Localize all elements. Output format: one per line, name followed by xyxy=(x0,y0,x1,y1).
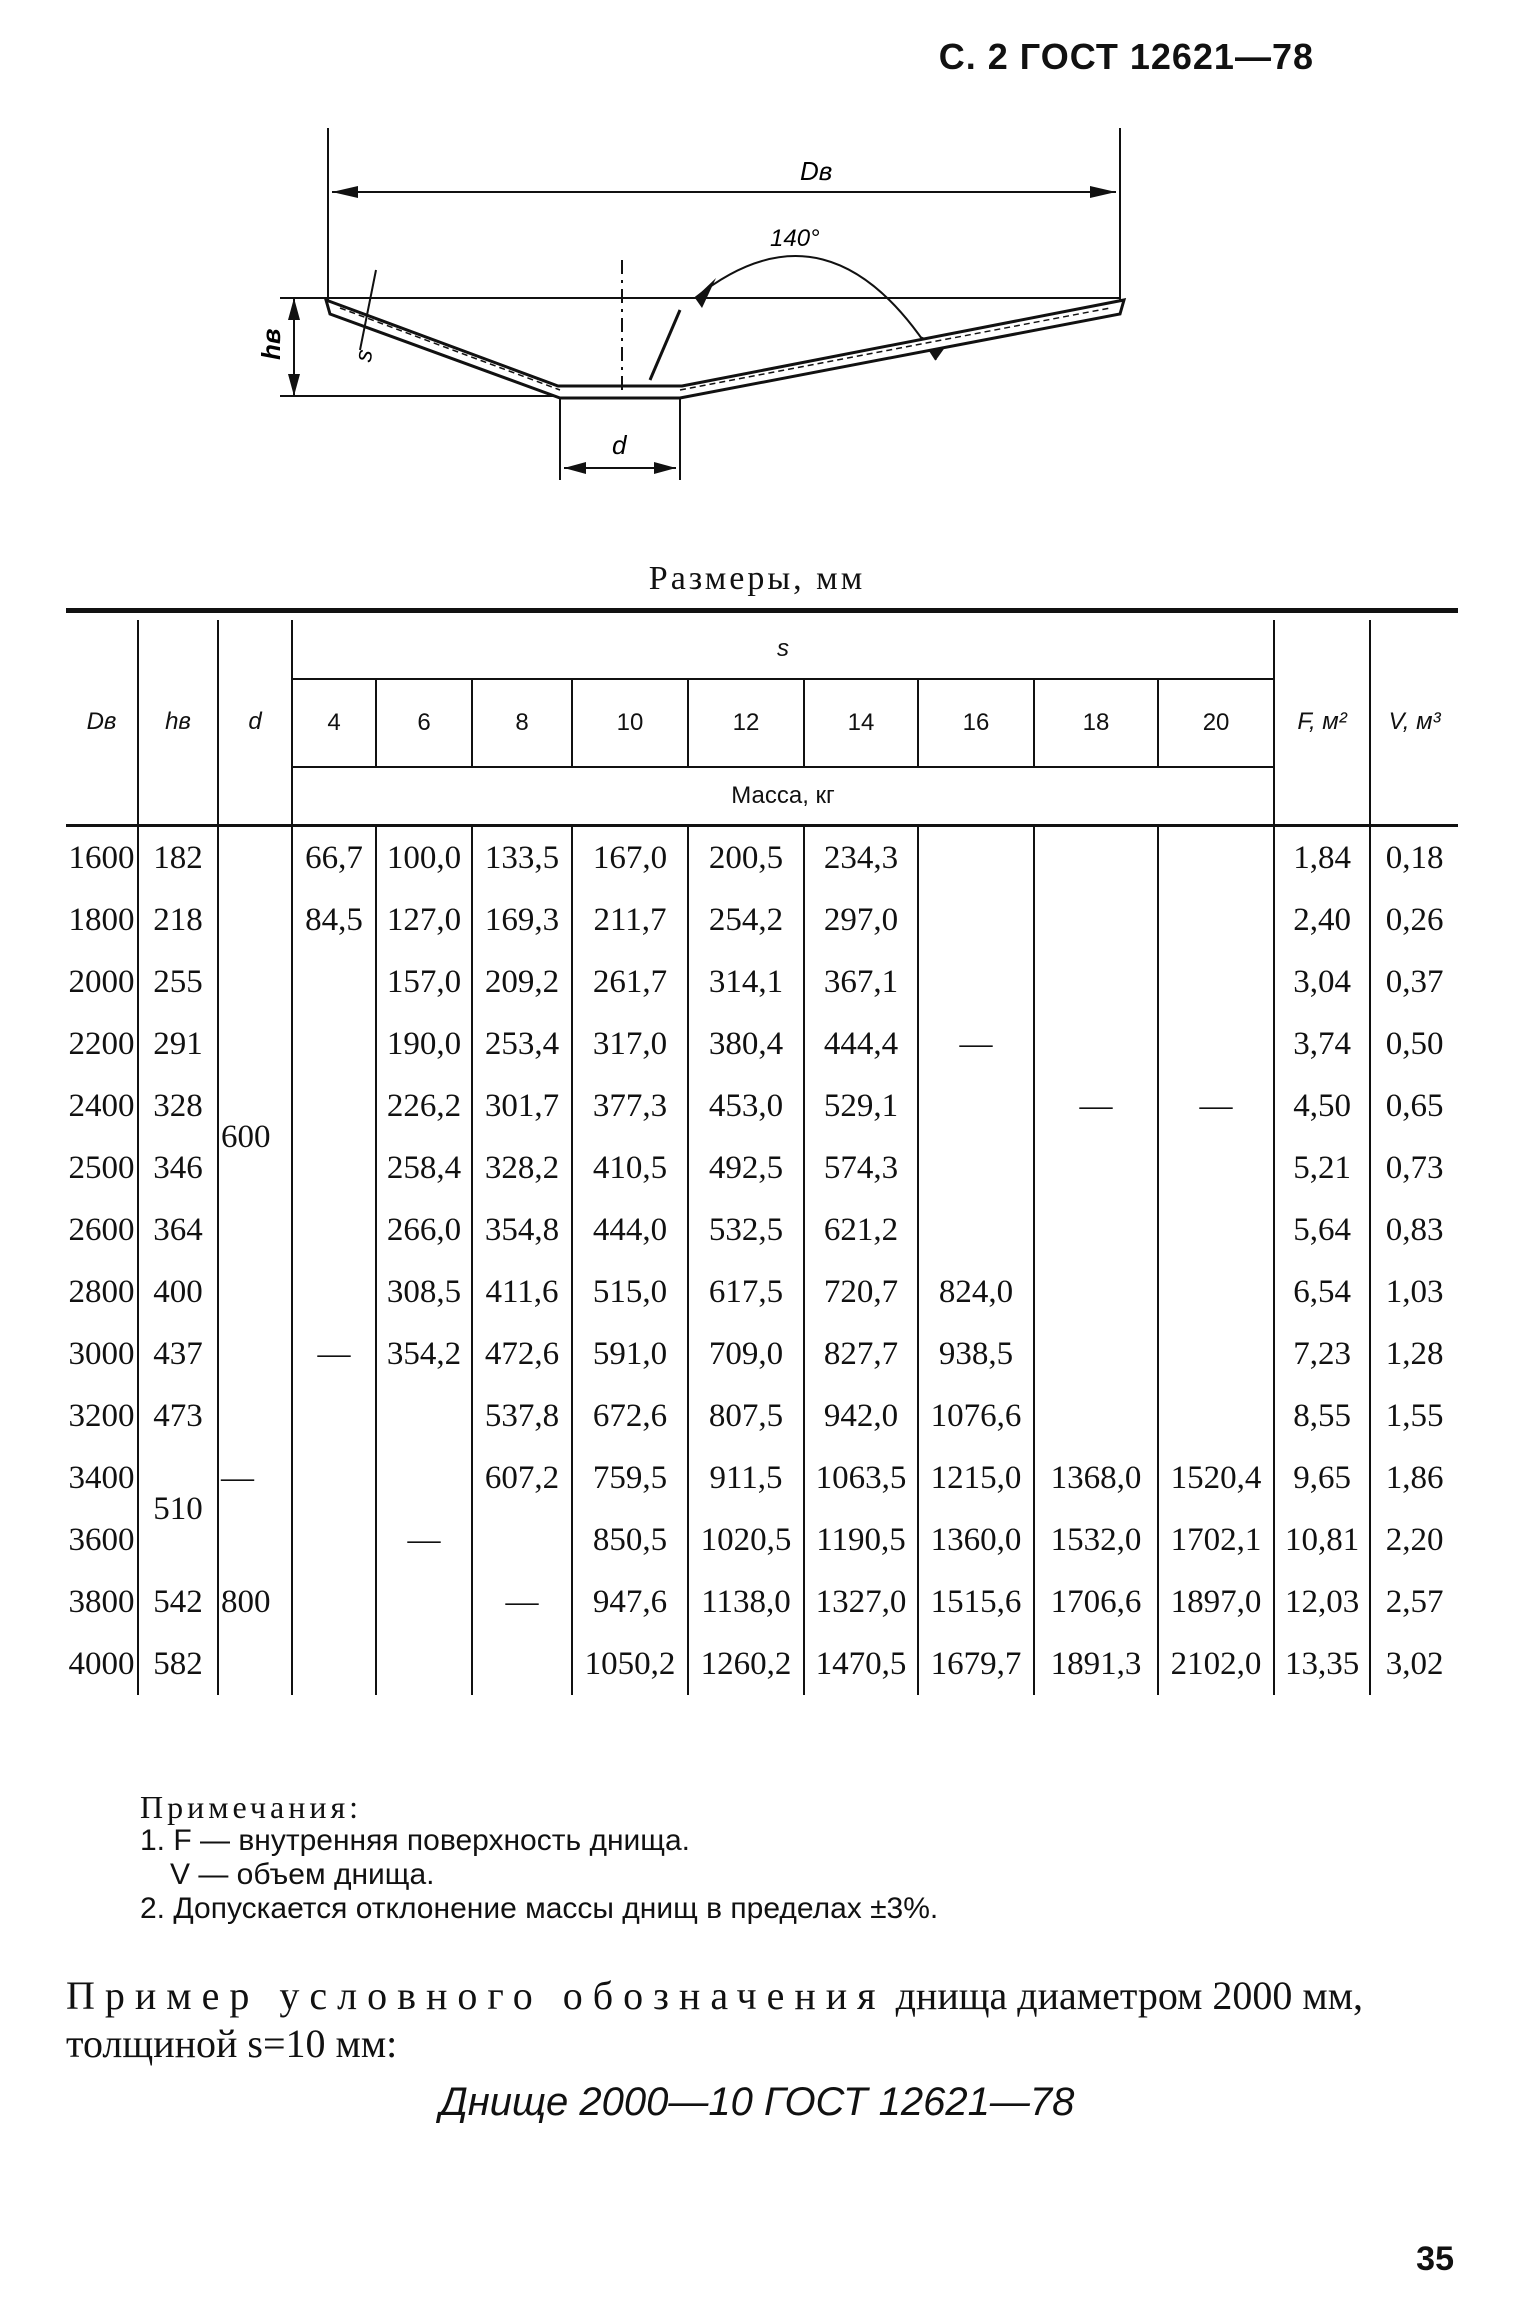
cell-mass: 1063,5 xyxy=(804,1447,918,1509)
dimensions-table xyxy=(66,620,1458,1695)
cell-mass: — xyxy=(472,1571,572,1633)
label-angle: 140° xyxy=(770,225,820,252)
cell-mass xyxy=(1158,889,1274,951)
cell-mass: 1520,4 xyxy=(1158,1447,1274,1509)
cell-mass xyxy=(292,1385,376,1447)
cell-mass: 354,2 xyxy=(376,1323,472,1385)
cell-mass xyxy=(1034,1199,1158,1261)
cell-mass: 1679,7 xyxy=(918,1633,1034,1695)
cell-mass: 759,5 xyxy=(572,1447,688,1509)
cell-mass: 209,2 xyxy=(472,951,572,1013)
cell-mass: 1470,5 xyxy=(804,1633,918,1695)
cell-mass: 938,5 xyxy=(918,1323,1034,1385)
cell-f: 10,81 xyxy=(1274,1509,1370,1571)
cell-h: 582 xyxy=(138,1633,218,1695)
cell-mass xyxy=(1158,1323,1274,1385)
cell-mass xyxy=(1034,826,1158,890)
col-header-h: hв xyxy=(138,620,218,826)
page-header: С. 2 ГОСТ 12621—78 xyxy=(938,36,1314,77)
cell-mass: 574,3 xyxy=(804,1137,918,1199)
cell-mass: 444,0 xyxy=(572,1199,688,1261)
label-d-outer: Dв xyxy=(800,156,833,186)
cell-mass: 453,0 xyxy=(688,1075,804,1137)
cell-mass xyxy=(918,1199,1034,1261)
cell-f: 5,21 xyxy=(1274,1137,1370,1199)
cell-v: 0,83 xyxy=(1385,1211,1444,1248)
cell-mass: 1138,0 xyxy=(688,1571,804,1633)
cell-mass: 942,0 xyxy=(804,1385,918,1447)
cell-h: 328 xyxy=(138,1075,218,1137)
cell-mass: 1215,0 xyxy=(918,1447,1034,1509)
cell-mass xyxy=(292,1447,376,1509)
cell-d-outer: 2800 xyxy=(66,1261,138,1323)
cell-h: 364 xyxy=(138,1199,218,1261)
cell-mass xyxy=(1034,1385,1158,1447)
label-h: hв xyxy=(256,328,286,360)
cell-h: 255 xyxy=(138,951,218,1013)
cell-d-outer: 1600 xyxy=(66,826,138,890)
cell-mass xyxy=(292,1261,376,1323)
cell-d-inner: 600 xyxy=(218,826,292,1448)
cell-mass: 827,7 xyxy=(804,1323,918,1385)
cell-mass: 314,1 xyxy=(688,951,804,1013)
example-designation: Днище 2000—10 ГОСТ 12621—78 xyxy=(439,2080,1075,2124)
table-row xyxy=(66,1447,1458,1509)
notes-block xyxy=(140,1790,938,1926)
cell-mass: 607,2 xyxy=(472,1447,572,1509)
col-header-thickness: 6 xyxy=(376,679,472,767)
col-header-thickness: 8 xyxy=(472,679,572,767)
cell-mass: 1532,0 xyxy=(1034,1509,1158,1571)
cell-mass: 1891,3 xyxy=(1034,1633,1158,1695)
cell-mass xyxy=(472,1509,572,1571)
cell-mass: 377,3 xyxy=(572,1075,688,1137)
cell-mass: 672,6 xyxy=(572,1385,688,1447)
cell-h: 510 xyxy=(138,1447,218,1571)
cell-mass: 617,5 xyxy=(688,1261,804,1323)
cell-mass xyxy=(376,1447,472,1509)
cell-v: 3,02 xyxy=(1385,1645,1444,1682)
cell-h: 182 xyxy=(138,826,218,890)
col-header-d-inner: d xyxy=(218,620,292,826)
cell-mass: 200,5 xyxy=(688,826,804,890)
cell-mass: 720,7 xyxy=(804,1261,918,1323)
cell-mass xyxy=(292,1509,376,1571)
cell-d-outer: 2500 xyxy=(66,1137,138,1199)
cell-mass: 807,5 xyxy=(688,1385,804,1447)
cell-mass xyxy=(1158,1385,1274,1447)
cell-mass: — xyxy=(376,1509,472,1571)
cell-h: 437 xyxy=(138,1323,218,1385)
cell-mass: — xyxy=(292,1323,376,1385)
cell-mass: 2102,0 xyxy=(1158,1633,1274,1695)
cell-mass xyxy=(1158,1199,1274,1261)
cell-mass: 1260,2 xyxy=(688,1633,804,1695)
cell-mass xyxy=(292,1013,376,1075)
note-1b: V — объем днища. xyxy=(170,1858,435,1891)
col-header-s: s xyxy=(292,620,1274,679)
cell-mass xyxy=(1158,951,1274,1013)
cell-mass: 1327,0 xyxy=(804,1571,918,1633)
cell-mass xyxy=(1158,1261,1274,1323)
cell-mass: 133,5 xyxy=(472,826,572,890)
cell-v: 0,18 xyxy=(1385,839,1444,876)
cell-mass xyxy=(292,1633,376,1695)
cell-mass: 947,6 xyxy=(572,1571,688,1633)
example-lead: Пример условного обозначения xyxy=(66,1973,886,2018)
cell-v: 0,26 xyxy=(1385,901,1444,938)
cell-mass xyxy=(1158,1013,1274,1075)
cell-mass xyxy=(1034,1323,1158,1385)
cell-mass: 253,4 xyxy=(472,1013,572,1075)
cell-f: 3,74 xyxy=(1274,1013,1370,1075)
note-2: 2. Допускается отклонение массы днищ в пределах ±3%. xyxy=(140,1892,939,1925)
cell-mass: 410,5 xyxy=(572,1137,688,1199)
cell-mass xyxy=(918,826,1034,890)
cell-mass: 258,4 xyxy=(376,1137,472,1199)
cell-mass: 301,7 xyxy=(472,1075,572,1137)
cell-h: 400 xyxy=(138,1261,218,1323)
cell-d-outer: 3000 xyxy=(66,1323,138,1385)
cell-f: 2,40 xyxy=(1274,889,1370,951)
cell-mass xyxy=(918,951,1034,1013)
cell-f: 12,03 xyxy=(1274,1571,1370,1633)
cell-mass xyxy=(292,1571,376,1633)
col-header-thickness: 10 xyxy=(572,679,688,767)
bottom-cross-section-drawing xyxy=(256,150,1160,530)
cell-mass xyxy=(918,1137,1034,1199)
col-header-f: F, м² xyxy=(1274,620,1370,826)
col-header-thickness: 14 xyxy=(804,679,918,767)
cell-v: 2,20 xyxy=(1385,1521,1444,1558)
cell-mass xyxy=(292,1137,376,1199)
cell-v: 1,55 xyxy=(1385,1397,1444,1434)
cell-mass: 367,1 xyxy=(804,951,918,1013)
cell-mass xyxy=(1034,1137,1158,1199)
cell-mass: 1020,5 xyxy=(688,1509,804,1571)
cell-mass: 824,0 xyxy=(918,1261,1034,1323)
cell-mass: 127,0 xyxy=(376,889,472,951)
cell-mass: 328,2 xyxy=(472,1137,572,1199)
cell-mass: 1702,1 xyxy=(1158,1509,1274,1571)
cell-mass: 211,7 xyxy=(572,889,688,951)
notes-title: Примечания: xyxy=(140,1789,363,1825)
cell-f: 9,65 xyxy=(1274,1447,1370,1509)
cell-mass: 591,0 xyxy=(572,1323,688,1385)
cell-mass xyxy=(918,889,1034,951)
col-header-thickness: 16 xyxy=(918,679,1034,767)
cell-v: 0,37 xyxy=(1385,963,1444,1000)
cell-v: 2,57 xyxy=(1385,1583,1444,1620)
cell-mass: 157,0 xyxy=(376,951,472,1013)
cell-mass xyxy=(376,1571,472,1633)
cell-f: 1,84 xyxy=(1274,826,1370,890)
cell-mass: 354,8 xyxy=(472,1199,572,1261)
cell-mass: 709,0 xyxy=(688,1323,804,1385)
cell-v: 1,86 xyxy=(1385,1459,1444,1496)
cell-d-outer: 1800 xyxy=(66,889,138,951)
cell-mass xyxy=(292,1199,376,1261)
example-paragraph xyxy=(66,1972,1456,2068)
cell-h: 346 xyxy=(138,1137,218,1199)
cell-v: 1,28 xyxy=(1385,1335,1444,1372)
cell-mass: 66,7 xyxy=(292,826,376,890)
cell-mass xyxy=(1158,1137,1274,1199)
cell-d-outer: 3200 xyxy=(66,1385,138,1447)
cell-d-outer: 3800 xyxy=(66,1571,138,1633)
cell-mass: 266,0 xyxy=(376,1199,472,1261)
cell-mass: 84,5 xyxy=(292,889,376,951)
cell-h: 542 xyxy=(138,1571,218,1633)
cell-mass: 1190,5 xyxy=(804,1509,918,1571)
cell-mass: — xyxy=(1034,1075,1158,1137)
cell-mass: 169,3 xyxy=(472,889,572,951)
cell-mass: 226,2 xyxy=(376,1075,472,1137)
col-header-thickness: 18 xyxy=(1034,679,1158,767)
cell-mass: 515,0 xyxy=(572,1261,688,1323)
cell-mass: 850,5 xyxy=(572,1509,688,1571)
cell-d-outer: 2200 xyxy=(66,1013,138,1075)
cell-d-inner: — xyxy=(218,1447,292,1509)
cell-mass: 621,2 xyxy=(804,1199,918,1261)
example-rest: днища диаметром 2000 мм, толщиной s=10 мм: xyxy=(66,1973,1364,2066)
cell-d-outer: 2600 xyxy=(66,1199,138,1261)
cell-mass: 911,5 xyxy=(688,1447,804,1509)
cell-mass xyxy=(292,951,376,1013)
cell-v: 0,65 xyxy=(1385,1087,1444,1124)
cell-h: 291 xyxy=(138,1013,218,1075)
cell-mass xyxy=(376,1633,472,1695)
cell-h: 218 xyxy=(138,889,218,951)
cell-mass: 308,5 xyxy=(376,1261,472,1323)
col-header-mass: Масса, кг xyxy=(292,767,1274,826)
label-s: s xyxy=(349,347,379,364)
cell-mass: 1076,6 xyxy=(918,1385,1034,1447)
cell-mass: 1706,6 xyxy=(1034,1571,1158,1633)
cell-mass: 190,0 xyxy=(376,1013,472,1075)
cell-mass: 167,0 xyxy=(572,826,688,890)
cell-v: 1,03 xyxy=(1385,1273,1444,1310)
cell-mass xyxy=(1034,889,1158,951)
cell-mass: 529,1 xyxy=(804,1075,918,1137)
cell-mass: 411,6 xyxy=(472,1261,572,1323)
cell-f: 8,55 xyxy=(1274,1385,1370,1447)
cell-mass: 532,5 xyxy=(688,1199,804,1261)
col-header-thickness: 20 xyxy=(1158,679,1274,767)
cell-mass xyxy=(1158,826,1274,890)
cell-mass xyxy=(472,1633,572,1695)
cell-d-outer: 4000 xyxy=(66,1633,138,1695)
cell-mass: 1897,0 xyxy=(1158,1571,1274,1633)
cell-mass: 472,6 xyxy=(472,1323,572,1385)
cell-mass: 234,3 xyxy=(804,826,918,890)
cell-mass: 317,0 xyxy=(572,1013,688,1075)
cell-f: 13,35 xyxy=(1274,1633,1370,1695)
table-row xyxy=(66,826,1458,890)
cell-f: 3,04 xyxy=(1274,951,1370,1013)
cell-f: 7,23 xyxy=(1274,1323,1370,1385)
cell-mass: 254,2 xyxy=(688,889,804,951)
table-row xyxy=(66,1509,1458,1571)
cell-mass: 1368,0 xyxy=(1034,1447,1158,1509)
page-number: 35 xyxy=(1416,2240,1454,2278)
cell-mass xyxy=(1034,1013,1158,1075)
cell-mass: 1050,2 xyxy=(572,1633,688,1695)
cell-mass: 1515,6 xyxy=(918,1571,1034,1633)
cell-d-outer: 2000 xyxy=(66,951,138,1013)
col-header-v: V, м³ xyxy=(1388,708,1441,735)
cell-f: 6,54 xyxy=(1274,1261,1370,1323)
cell-mass xyxy=(376,1385,472,1447)
cell-d-outer: 3400 xyxy=(66,1447,138,1509)
cell-f: 4,50 xyxy=(1274,1075,1370,1137)
table-top-rule xyxy=(66,608,1458,613)
label-d-inner: d xyxy=(612,430,627,460)
cell-mass: 261,7 xyxy=(572,951,688,1013)
cell-v: 0,50 xyxy=(1385,1025,1444,1062)
table-caption: Размеры, мм xyxy=(648,560,866,597)
cell-mass: 1360,0 xyxy=(918,1509,1034,1571)
cell-d-outer: 2400 xyxy=(66,1075,138,1137)
cell-mass: 444,4 xyxy=(804,1013,918,1075)
cell-mass xyxy=(918,1075,1034,1137)
col-header-thickness: 4 xyxy=(292,679,376,767)
cell-mass: 100,0 xyxy=(376,826,472,890)
note-1a: 1. F — внутренняя поверхность днища. xyxy=(140,1824,690,1857)
cell-d-inner: 800 xyxy=(218,1509,292,1695)
cell-d-outer: 3600 xyxy=(66,1509,138,1571)
cell-mass: — xyxy=(918,1013,1034,1075)
cell-mass xyxy=(1034,951,1158,1013)
cell-mass: 380,4 xyxy=(688,1013,804,1075)
cell-mass xyxy=(292,1075,376,1137)
col-header-d-outer: Dв xyxy=(66,620,138,826)
cell-h: 473 xyxy=(138,1385,218,1447)
cell-f: 5,64 xyxy=(1274,1199,1370,1261)
cell-mass xyxy=(1034,1261,1158,1323)
cell-mass: 537,8 xyxy=(472,1385,572,1447)
col-header-thickness: 12 xyxy=(688,679,804,767)
cell-mass: — xyxy=(1158,1075,1274,1137)
cell-mass: 492,5 xyxy=(688,1137,804,1199)
cell-mass: 297,0 xyxy=(804,889,918,951)
cell-v: 0,73 xyxy=(1385,1149,1444,1186)
